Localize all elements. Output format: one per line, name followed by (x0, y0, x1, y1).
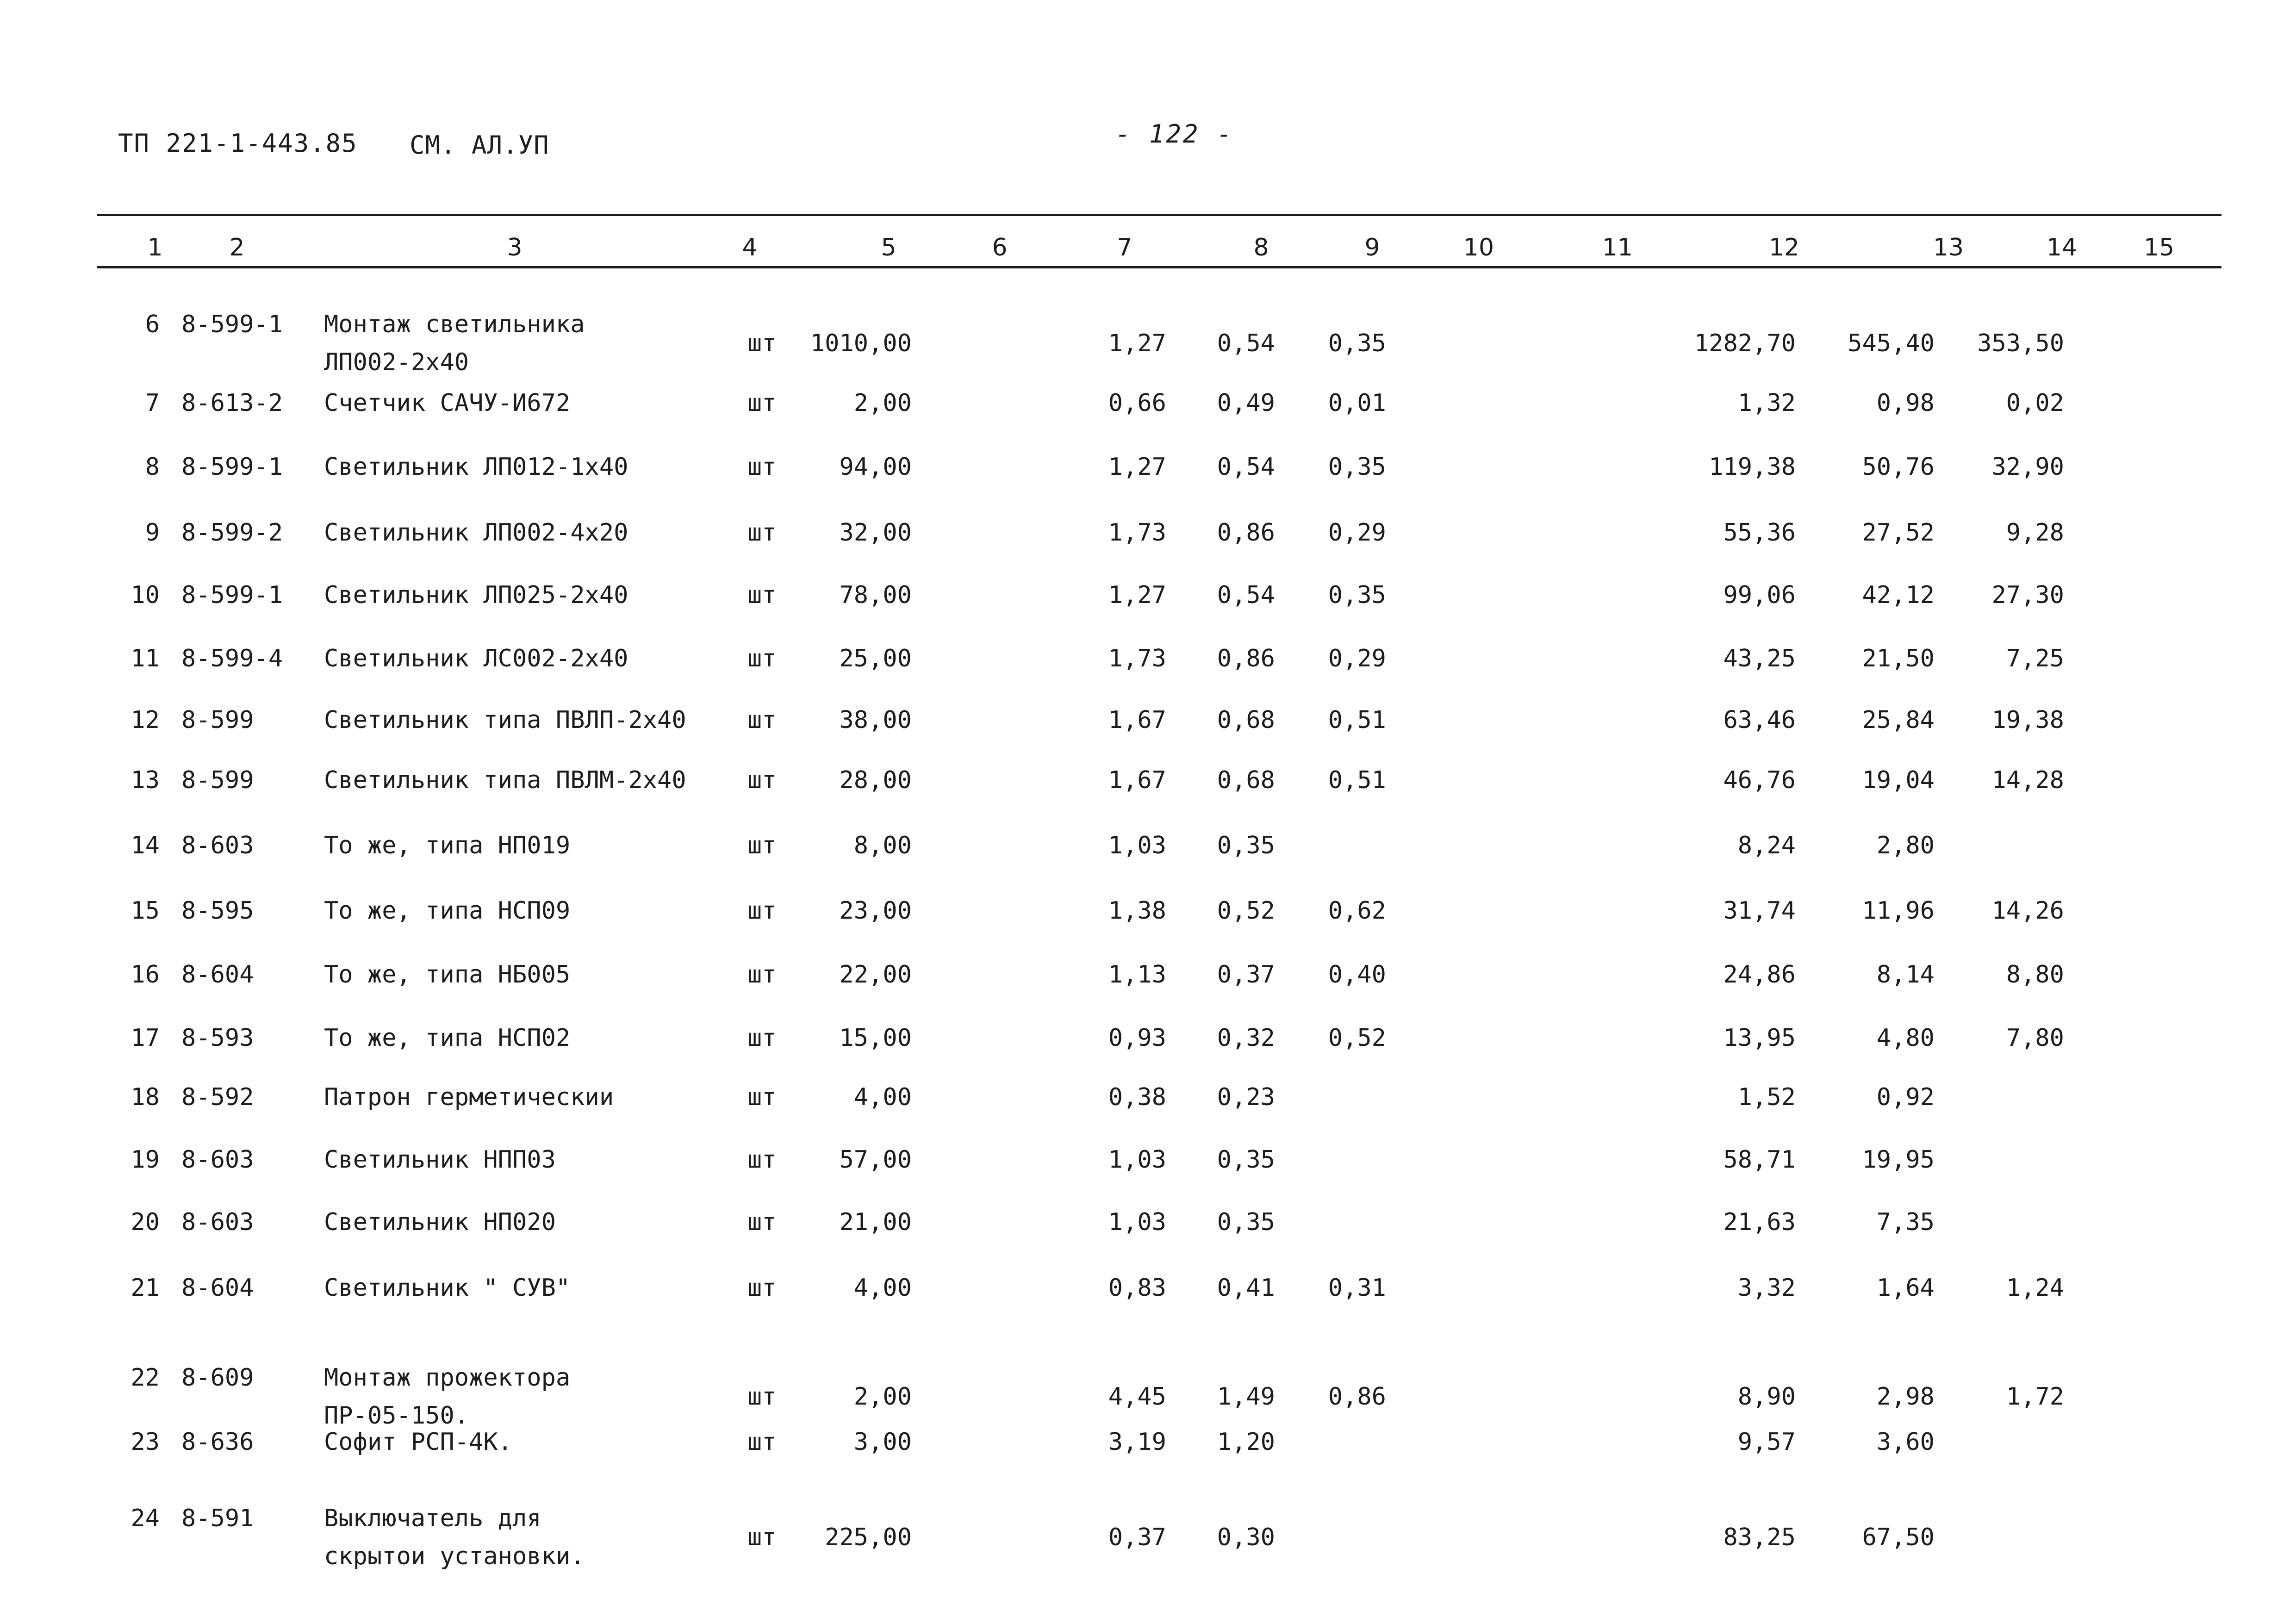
col-14-value: 0,02 (2006, 389, 2064, 417)
col-14-value: 32,90 (1991, 453, 2064, 481)
work-name: ПР-05-150. (324, 1402, 469, 1430)
quantity-value: 23,00 (839, 897, 912, 925)
col-13-value: 2,98 (1876, 1383, 1935, 1411)
unit-of-measure: шт (747, 645, 777, 672)
column-number-11: 11 (1602, 234, 1633, 261)
row-number: 18 (131, 1083, 160, 1111)
col-7-value: 1,67 (1108, 766, 1166, 794)
norm-code: 8-603 (181, 1208, 254, 1236)
column-number-8: 8 (1253, 234, 1269, 261)
col-14-value: 1,72 (2006, 1383, 2064, 1411)
norm-code: 8-591 (181, 1505, 254, 1532)
unit-of-measure: шт (747, 961, 777, 989)
work-name: Монтаж прожектора (324, 1364, 571, 1392)
unit-of-measure: шт (747, 1083, 777, 1111)
col-9-value: 0,31 (1328, 1274, 1386, 1302)
work-name: То же, типа НСП02 (324, 1024, 571, 1052)
quantity-value: 8,00 (853, 832, 912, 859)
col-13-value: 545,40 (1848, 330, 1935, 357)
column-number-6: 6 (992, 234, 1008, 261)
col-12-value: 58,71 (1723, 1146, 1796, 1174)
row-number: 14 (131, 832, 160, 859)
col-8-value: 0,41 (1217, 1274, 1275, 1302)
col-14-value: 19,38 (1991, 706, 2064, 734)
quantity-value: 32,00 (839, 519, 912, 547)
column-number-14: 14 (2046, 234, 2078, 261)
col-7-value: 4,45 (1108, 1383, 1166, 1411)
col-8-value: 0,86 (1217, 519, 1275, 547)
col-13-value: 0,92 (1876, 1083, 1935, 1111)
norm-code: 8-599-2 (181, 519, 283, 547)
col-8-value: 1,20 (1217, 1428, 1275, 1456)
row-number: 13 (131, 766, 160, 794)
col-7-value: 1,03 (1108, 1146, 1166, 1174)
col-14-value: 14,26 (1991, 897, 2064, 925)
norm-code: 8-599-1 (181, 311, 283, 338)
unit-of-measure: шт (747, 1383, 777, 1411)
work-name: Выключатель для (324, 1505, 541, 1532)
work-name: Светильник ЛП025-2х40 (324, 581, 628, 609)
norm-code: 8-599-1 (181, 581, 283, 609)
col-8-value: 0,54 (1217, 330, 1275, 357)
col-8-value: 0,54 (1217, 581, 1275, 609)
column-number-12: 12 (1768, 234, 1800, 261)
col-12-value: 21,63 (1723, 1208, 1796, 1236)
unit-of-measure: шт (747, 706, 777, 734)
col-9-value: 0,29 (1328, 645, 1386, 672)
unit-of-measure: шт (747, 519, 777, 547)
col-9-value: 0,52 (1328, 1024, 1386, 1052)
col-12-value: 1282,70 (1694, 330, 1796, 357)
col-7-value: 1,27 (1108, 453, 1166, 481)
quantity-value: 28,00 (839, 766, 912, 794)
quantity-value: 1010,00 (810, 330, 912, 357)
column-number-15: 15 (2143, 234, 2175, 261)
col-9-value: 0,01 (1328, 389, 1386, 417)
col-14-value: 8,80 (2006, 961, 2064, 989)
row-number: 9 (145, 519, 160, 547)
norm-code: 8-604 (181, 1274, 254, 1302)
col-13-value: 4,80 (1876, 1024, 1935, 1052)
norm-code: 8-592 (181, 1083, 254, 1111)
col-13-value: 50,76 (1862, 453, 1935, 481)
quantity-value: 22,00 (839, 961, 912, 989)
col-13-value: 8,14 (1876, 961, 1935, 989)
row-number: 23 (131, 1428, 160, 1456)
col-14-value: 1,24 (2006, 1274, 2064, 1302)
norm-code: 8-603 (181, 832, 254, 859)
quantity-value: 25,00 (839, 645, 912, 672)
quantity-value: 3,00 (853, 1428, 912, 1456)
column-number-4: 4 (742, 234, 758, 261)
col-13-value: 25,84 (1862, 706, 1935, 734)
col-7-value: 1,73 (1108, 645, 1166, 672)
work-name: Светильник типа ПВЛП-2х40 (324, 706, 686, 734)
quantity-value: 2,00 (853, 389, 912, 417)
work-name: Патрон герметическии (324, 1083, 614, 1111)
work-name: Софит РСП-4К. (324, 1428, 512, 1456)
work-name: скрытои установки. (324, 1542, 585, 1570)
col-9-value: 0,86 (1328, 1383, 1386, 1411)
col-7-value: 0,37 (1108, 1524, 1166, 1551)
column-number-7: 7 (1117, 234, 1132, 261)
norm-code: 8-599-1 (181, 453, 283, 481)
col-8-value: 0,86 (1217, 645, 1275, 672)
row-number: 21 (131, 1274, 160, 1302)
unit-of-measure: шт (747, 1024, 777, 1052)
col-12-value: 3,32 (1737, 1274, 1796, 1302)
col-7-value: 1,03 (1108, 832, 1166, 859)
col-13-value: 67,50 (1862, 1524, 1935, 1551)
col-12-value: 99,06 (1723, 581, 1796, 609)
row-number: 12 (131, 706, 160, 734)
quantity-value: 57,00 (839, 1146, 912, 1174)
col-8-value: 0,35 (1217, 1146, 1275, 1174)
col-8-value: 0,54 (1217, 453, 1275, 481)
col-13-value: 19,95 (1862, 1146, 1935, 1174)
col-12-value: 8,24 (1737, 832, 1796, 859)
work-name: Светильник ЛП002-4х20 (324, 519, 628, 547)
unit-of-measure: шт (747, 1274, 777, 1302)
norm-code: 8-599 (181, 706, 254, 734)
col-7-value: 1,27 (1108, 330, 1166, 357)
col-8-value: 0,30 (1217, 1524, 1275, 1551)
col-8-value: 0,68 (1217, 706, 1275, 734)
norm-code: 8-603 (181, 1146, 254, 1174)
norm-code: 8-609 (181, 1364, 254, 1392)
col-12-value: 46,76 (1723, 766, 1796, 794)
col-7-value: 1,03 (1108, 1208, 1166, 1236)
document-code: ТП 221-1-443.85 (118, 129, 358, 158)
unit-of-measure: шт (747, 389, 777, 417)
row-number: 17 (131, 1024, 160, 1052)
quantity-value: 15,00 (839, 1024, 912, 1052)
col-7-value: 0,38 (1108, 1083, 1166, 1111)
quantity-value: 4,00 (853, 1083, 912, 1111)
col-7-value: 1,67 (1108, 706, 1166, 734)
column-number-13: 13 (1933, 234, 1964, 261)
quantity-value: 94,00 (839, 453, 912, 481)
unit-of-measure: шт (747, 1208, 777, 1236)
col-12-value: 55,36 (1723, 519, 1796, 547)
col-13-value: 7,35 (1876, 1208, 1935, 1236)
unit-of-measure: шт (747, 581, 777, 609)
work-name: То же, типа НП019 (324, 832, 571, 859)
column-number-9: 9 (1364, 234, 1380, 261)
col-13-value: 3,60 (1876, 1428, 1935, 1456)
col-12-value: 24,86 (1723, 961, 1796, 989)
col-13-value: 1,64 (1876, 1274, 1935, 1302)
col-7-value: 1,13 (1108, 961, 1166, 989)
col-9-value: 0,35 (1328, 581, 1386, 609)
norm-code: 8-604 (181, 961, 254, 989)
col-13-value: 19,04 (1862, 766, 1935, 794)
col-8-value: 0,32 (1217, 1024, 1275, 1052)
work-name: Светильник типа ПВЛМ-2х40 (324, 766, 686, 794)
col-7-value: 1,38 (1108, 897, 1166, 925)
unit-of-measure: шт (747, 453, 777, 481)
col-9-value: 0,51 (1328, 706, 1386, 734)
work-name: То же, типа НБ005 (324, 961, 571, 989)
col-14-value: 14,28 (1991, 766, 2064, 794)
col-7-value: 3,19 (1108, 1428, 1166, 1456)
col-8-value: 0,52 (1217, 897, 1275, 925)
col-8-value: 0,35 (1217, 832, 1275, 859)
unit-of-measure: шт (747, 1146, 777, 1174)
col-7-value: 1,73 (1108, 519, 1166, 547)
col-12-value: 8,90 (1737, 1383, 1796, 1411)
quantity-value: 4,00 (853, 1274, 912, 1302)
column-number-3: 3 (507, 234, 523, 261)
col-12-value: 1,52 (1737, 1083, 1796, 1111)
col-14-value: 353,50 (1977, 330, 2064, 357)
col-7-value: 0,66 (1108, 389, 1166, 417)
column-number-2: 2 (229, 234, 245, 261)
col-12-value: 9,57 (1737, 1428, 1796, 1456)
unit-of-measure: шт (747, 330, 777, 357)
col-12-value: 119,38 (1709, 453, 1796, 481)
column-number-10: 10 (1463, 234, 1494, 261)
page-number: - 122 - (1115, 119, 1234, 149)
row-number: 16 (131, 961, 160, 989)
col-9-value: 0,62 (1328, 897, 1386, 925)
col-8-value: 0,23 (1217, 1083, 1275, 1111)
row-number: 7 (145, 389, 160, 417)
unit-of-measure: шт (747, 1428, 777, 1456)
row-number: 24 (131, 1505, 160, 1532)
col-7-value: 1,27 (1108, 581, 1166, 609)
col-12-value: 83,25 (1723, 1524, 1796, 1551)
col-12-value: 13,95 (1723, 1024, 1796, 1052)
col-7-value: 0,93 (1108, 1024, 1166, 1052)
column-number-1: 1 (147, 234, 163, 261)
col-8-value: 0,37 (1217, 961, 1275, 989)
col-13-value: 0,98 (1876, 389, 1935, 417)
col-9-value: 0,35 (1328, 330, 1386, 357)
col-14-value: 9,28 (2006, 519, 2064, 547)
col-9-value: 0,40 (1328, 961, 1386, 989)
row-number: 6 (145, 311, 160, 338)
work-name: Светильник ЛП012-1х40 (324, 453, 628, 481)
quantity-value: 2,00 (853, 1383, 912, 1411)
work-name: Светильник НПП03 (324, 1146, 556, 1174)
quantity-value: 78,00 (839, 581, 912, 609)
unit-of-measure: шт (747, 766, 777, 794)
work-name: Счетчик САЧУ-И672 (324, 389, 571, 417)
unit-of-measure: шт (747, 832, 777, 859)
work-name: ЛП002-2х40 (324, 348, 469, 376)
norm-code: 8-613-2 (181, 389, 283, 417)
column-number-5: 5 (881, 234, 896, 261)
row-number: 19 (131, 1146, 160, 1174)
quantity-value: 225,00 (825, 1524, 912, 1551)
col-9-value: 0,29 (1328, 519, 1386, 547)
norm-code: 8-636 (181, 1428, 254, 1456)
row-number: 20 (131, 1208, 160, 1236)
col-14-value: 7,80 (2006, 1024, 2064, 1052)
col-8-value: 0,49 (1217, 389, 1275, 417)
row-number: 15 (131, 897, 160, 925)
work-name: Светильник ЛС002-2х40 (324, 645, 628, 672)
sheet-reference: СМ. АЛ.УП (410, 131, 549, 160)
norm-code: 8-593 (181, 1024, 254, 1052)
row-number: 10 (131, 581, 160, 609)
col-12-value: 1,32 (1737, 389, 1796, 417)
unit-of-measure: шт (747, 1524, 777, 1551)
col-8-value: 0,68 (1217, 766, 1275, 794)
col-8-value: 1,49 (1217, 1383, 1275, 1411)
col-13-value: 21,50 (1862, 645, 1935, 672)
work-name: Светильник " СУВ" (324, 1274, 571, 1302)
col-9-value: 0,35 (1328, 453, 1386, 481)
col-13-value: 11,96 (1862, 897, 1935, 925)
col-7-value: 0,83 (1108, 1274, 1166, 1302)
col-13-value: 2,80 (1876, 832, 1935, 859)
col-13-value: 27,52 (1862, 519, 1935, 547)
work-name: Светильник НП020 (324, 1208, 556, 1236)
row-number: 22 (131, 1364, 160, 1392)
norm-code: 8-599-4 (181, 645, 283, 672)
quantity-value: 21,00 (839, 1208, 912, 1236)
col-12-value: 43,25 (1723, 645, 1796, 672)
col-13-value: 42,12 (1862, 581, 1935, 609)
col-8-value: 0,35 (1217, 1208, 1275, 1236)
row-number: 11 (131, 645, 160, 672)
norm-code: 8-599 (181, 766, 254, 794)
col-12-value: 63,46 (1723, 706, 1796, 734)
col-12-value: 31,74 (1723, 897, 1796, 925)
work-name: Монтаж светильника (324, 311, 585, 338)
norm-code: 8-595 (181, 897, 254, 925)
unit-of-measure: шт (747, 897, 777, 925)
work-name: То же, типа НСП09 (324, 897, 571, 925)
row-number: 8 (145, 453, 160, 481)
quantity-value: 38,00 (839, 706, 912, 734)
col-14-value: 27,30 (1991, 581, 2064, 609)
col-14-value: 7,25 (2006, 645, 2064, 672)
col-9-value: 0,51 (1328, 766, 1386, 794)
